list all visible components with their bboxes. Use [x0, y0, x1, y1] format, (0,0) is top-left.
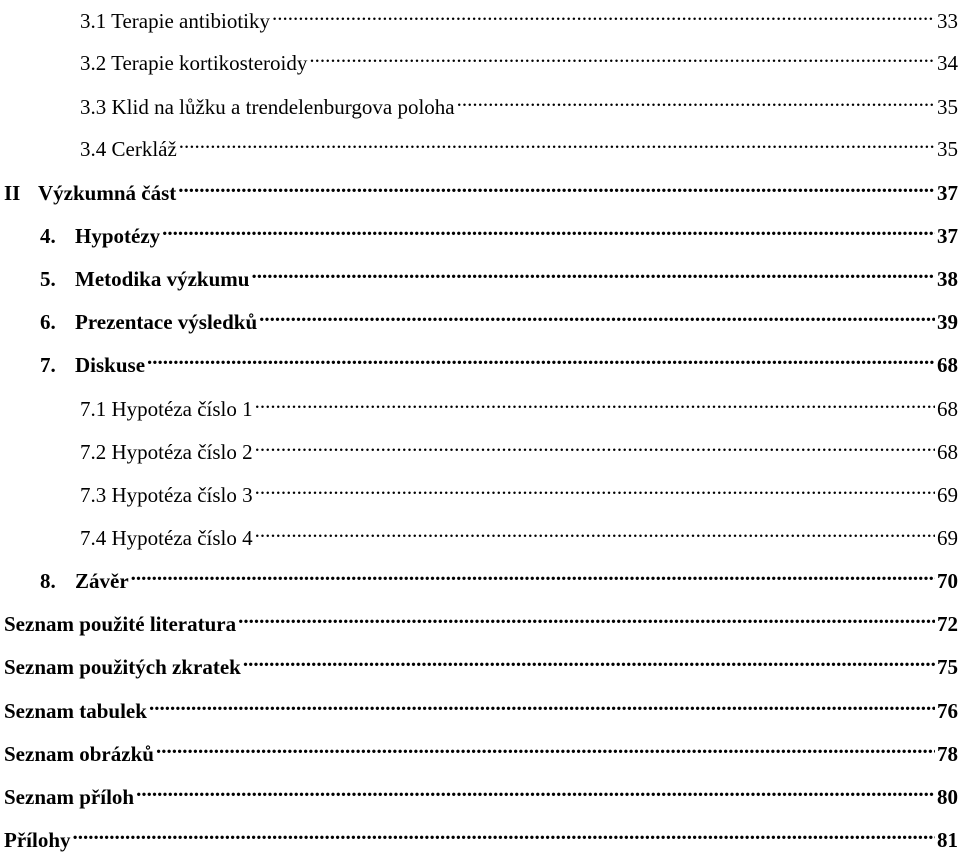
toc-page-number: 68 — [937, 397, 958, 421]
toc-entry-label: Metodika výzkumu — [75, 267, 250, 291]
toc-entry-label: Seznam tabulek — [4, 699, 147, 723]
toc-entry-number: 5. — [40, 267, 56, 291]
toc-leader-dots — [131, 558, 935, 588]
toc-leader-dots — [457, 84, 935, 114]
toc-entry-label: Seznam použitých zkratek — [4, 655, 241, 679]
toc-entry-number: 6. — [40, 310, 56, 334]
toc-leader-dots — [179, 126, 935, 156]
toc-page-number: 81 — [937, 828, 958, 852]
toc-page-number: 35 — [937, 137, 958, 161]
toc-page-number: 80 — [937, 785, 958, 809]
toc-entry-6[interactable] — [40, 299, 958, 334]
toc-entry-label: 7.4 Hypotéza číslo 4 — [80, 526, 253, 550]
toc-entry-label: Diskuse — [75, 353, 146, 377]
toc-page-number: 72 — [937, 612, 958, 636]
toc-entry-4[interactable] — [40, 213, 958, 248]
toc-entry-literature[interactable] — [4, 601, 958, 636]
toc-entry-label: Hypotézy — [75, 224, 161, 248]
toc-entry-label: Prezentace výsledků — [75, 310, 258, 334]
toc-leader-dots — [178, 170, 935, 200]
toc-page-number: 75 — [937, 655, 958, 679]
toc-entry-number: 7. — [40, 353, 56, 377]
toc-leader-dots — [162, 213, 935, 243]
toc-page-number: 70 — [937, 569, 958, 593]
toc-page-number: 33 — [937, 9, 958, 33]
toc-entry-figures[interactable] — [4, 731, 958, 766]
toc-page-number: 35 — [937, 95, 958, 119]
toc-leader-dots — [255, 515, 935, 545]
toc-leader-dots — [255, 429, 935, 459]
toc-leader-dots — [259, 299, 935, 329]
toc-entry-label: Závěr — [75, 569, 129, 593]
toc-entry-label: Výzkumná část — [38, 181, 177, 205]
toc-leader-dots — [309, 40, 935, 70]
toc-page-number: 78 — [937, 742, 958, 766]
toc-leader-dots — [255, 386, 935, 416]
toc-entry-number: 8. — [40, 569, 56, 593]
toc-entry-label: Přílohy — [4, 828, 71, 852]
toc-entry-3-3[interactable] — [80, 84, 958, 119]
toc-entry-label: 3.4 Cerkláž — [80, 137, 177, 161]
toc-page-number: 69 — [937, 526, 958, 550]
toc-page-number: 68 — [937, 440, 958, 464]
toc-page-number: 39 — [937, 310, 958, 334]
toc-leader-dots — [149, 688, 935, 718]
toc-entry-7-2[interactable] — [80, 429, 958, 464]
toc-page-number: 76 — [937, 699, 958, 723]
toc-leader-dots — [243, 644, 935, 674]
toc-entry-appendices[interactable] — [4, 817, 958, 852]
toc-page-number: 34 — [937, 51, 958, 75]
toc-entry-label: 3.1 Terapie antibiotiky — [80, 9, 271, 33]
toc-leader-dots — [251, 256, 935, 286]
toc-page-number: 68 — [937, 353, 958, 377]
toc-leader-dots — [147, 342, 935, 372]
toc-entry-abbreviations[interactable] — [4, 644, 958, 679]
toc-entry-label: 7.3 Hypotéza číslo 3 — [80, 483, 253, 507]
toc-entry-label: 7.2 Hypotéza číslo 2 — [80, 440, 253, 464]
toc-entry-7-4[interactable] — [80, 515, 958, 550]
toc-entry-label: 7.1 Hypotéza číslo 1 — [80, 397, 253, 421]
toc-page-number: 69 — [937, 483, 958, 507]
toc-leader-dots — [272, 0, 935, 28]
toc-entry-tables[interactable] — [4, 688, 958, 723]
toc-entry-5[interactable] — [40, 256, 958, 291]
toc-entry-7-3[interactable] — [80, 472, 958, 507]
toc-leader-dots — [73, 817, 936, 847]
toc-page-number: 38 — [937, 267, 958, 291]
toc-entry-3-2[interactable] — [80, 40, 958, 75]
toc-entry-part-ii[interactable] — [4, 170, 958, 205]
toc-page-number: 37 — [937, 224, 958, 248]
toc-leader-dots — [156, 731, 935, 761]
toc-entry-label: Seznam příloh — [4, 785, 135, 809]
toc-entry-3-1[interactable] — [80, 0, 958, 33]
toc-leader-dots — [255, 472, 935, 502]
toc-entry-7[interactable] — [40, 342, 958, 377]
toc-entry-number: 4. — [40, 224, 56, 248]
toc-entry-3-4[interactable] — [80, 126, 958, 161]
toc-entry-label: 3.3 Klid na lůžku a trendelenburgova poloha — [80, 95, 455, 119]
toc-leader-dots — [238, 601, 935, 631]
toc-entry-label: 3.2 Terapie kortikosteroidy — [80, 51, 308, 75]
toc-entry-label: Seznam obrázků — [4, 742, 154, 766]
toc-page-number: 37 — [937, 181, 958, 205]
toc-entry-number: II — [4, 181, 21, 205]
toc-leader-dots — [136, 774, 935, 804]
toc-entry-8[interactable] — [40, 558, 958, 593]
toc-entry-appendix-list[interactable] — [4, 774, 958, 809]
toc-entry-label: Seznam použité literatura — [4, 612, 237, 636]
toc-entry-7-1[interactable] — [80, 386, 958, 421]
